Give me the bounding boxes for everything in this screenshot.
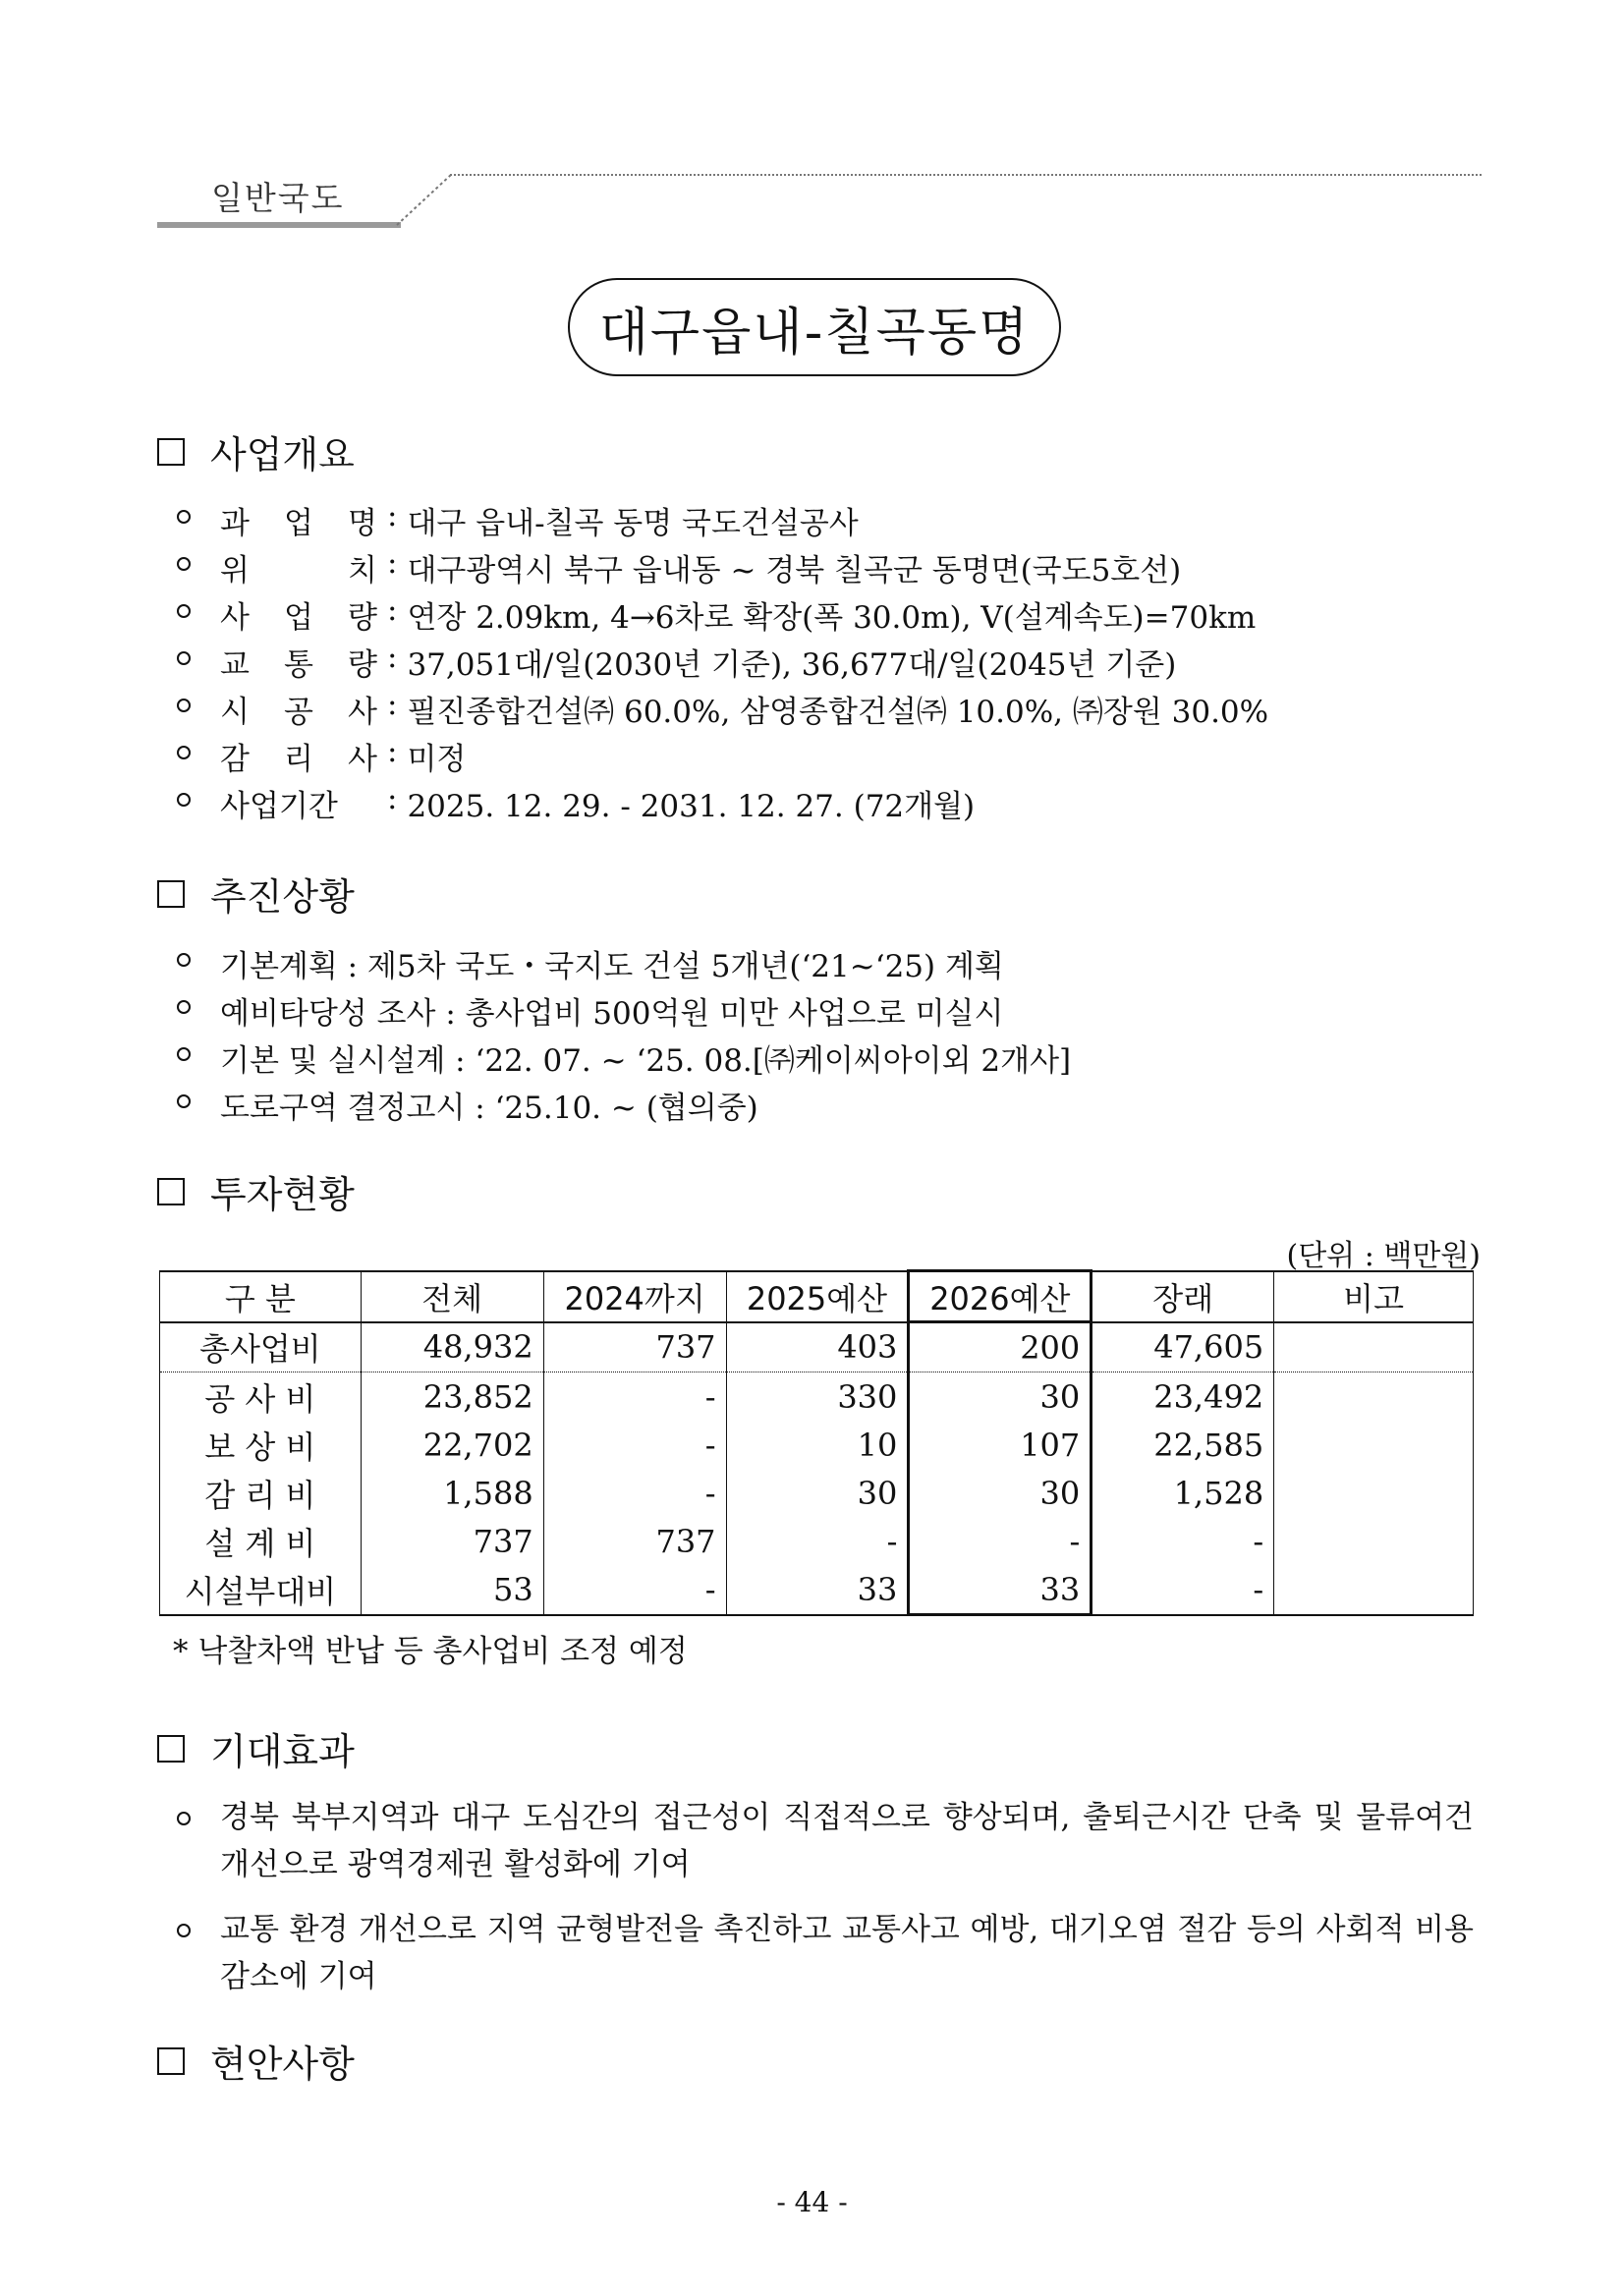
overview-value: 대구 읍내-칠곡 동명 국도건설공사	[407, 506, 859, 541]
overview-value: 연장 2.09km, 4→6차로 확장(폭 30.0m), V(설계속도)=70km	[407, 600, 1257, 636]
progress-item	[177, 941, 1004, 985]
table-cell: 47,605	[1092, 1322, 1274, 1372]
progress-text: 기본계획 : 제5차 국도・국지도 건설 5개년(‘21~‘25) 계획	[220, 949, 1004, 984]
table-cell	[1274, 1322, 1474, 1372]
overview-label: 감 리 사	[220, 742, 377, 777]
column-header: 전체	[361, 1271, 543, 1322]
table-cell: 설 계 비	[160, 1517, 362, 1565]
column-header: 2024까지	[543, 1271, 726, 1322]
checkbox-square-icon	[157, 2047, 185, 2075]
column-header: 구 분	[160, 1271, 362, 1322]
table-cell: 48,932	[361, 1322, 543, 1372]
overview-item: 교 통 량 : 37,051대/일(2030년 기준), 36,677대/일(2045년 기준)	[177, 640, 1176, 684]
table-cell: 30	[909, 1469, 1092, 1517]
table-row	[160, 1517, 1474, 1565]
table-cell: 330	[726, 1372, 909, 1422]
section-heading-progress	[157, 867, 355, 921]
overview-label: 교 통 량	[220, 647, 377, 683]
column-header: 2025예산	[726, 1271, 909, 1322]
table-cell: 30	[909, 1372, 1092, 1422]
investment-table	[159, 1269, 1474, 1616]
table-row	[160, 1421, 1474, 1469]
progress-text: 예비타당성 조사 : 총사업비 500억원 미만 사업으로 미실시	[220, 996, 1004, 1032]
progress-item	[177, 1083, 758, 1127]
table-cell	[1274, 1421, 1474, 1469]
overview-value: 미정	[407, 742, 467, 777]
table-cell: 107	[909, 1421, 1092, 1469]
table-row	[160, 1469, 1474, 1517]
checkbox-square-icon	[157, 1178, 185, 1205]
table-cell: 30	[726, 1469, 909, 1517]
table-cell: -	[909, 1517, 1092, 1565]
table-cell: 10	[726, 1421, 909, 1469]
table-footnote: * 낙찰차액 반납 등 총사업비 조정 예정	[173, 1634, 688, 1669]
section-title: 투자현황	[210, 1173, 355, 1216]
overview-value: 2025. 12. 29. - 2031. 12. 27. (72개월)	[407, 789, 976, 824]
circle-bullet-icon	[177, 953, 191, 967]
overview-item: 시 공 사 : 필진종합건설㈜ 60.0%, 삼영종합건설㈜ 10.0%, ㈜장원 30.0%	[177, 687, 1268, 731]
table-cell: -	[543, 1372, 726, 1422]
checkbox-square-icon	[157, 438, 185, 466]
table-cell: -	[1092, 1565, 1274, 1615]
table-cell: 737	[361, 1517, 543, 1565]
table-cell: 공 사 비	[160, 1372, 362, 1422]
overview-value: 37,051대/일(2030년 기준), 36,677대/일(2045년 기준)	[407, 647, 1177, 683]
table-cell: -	[726, 1517, 909, 1565]
circle-bullet-icon	[177, 746, 191, 759]
circle-bullet-icon	[177, 1000, 191, 1014]
section-title: 사업개요	[210, 433, 355, 476]
table-row	[160, 1565, 1474, 1615]
header-divider-slash	[395, 172, 454, 227]
progress-item	[177, 988, 1003, 1033]
table-cell: 감 리 비	[160, 1469, 362, 1517]
overview-item: 과 업 명 : 대구 읍내-칠곡 동명 국도건설공사	[177, 498, 859, 542]
table-unit-label: (단위 : 백만원)	[1286, 1239, 1481, 1273]
checkbox-square-icon	[157, 1735, 185, 1763]
circle-bullet-icon	[177, 1812, 191, 1825]
table-cell	[1274, 1372, 1474, 1422]
overview-item: 감 리 사 : 미정	[177, 734, 466, 778]
table-cell: -	[543, 1565, 726, 1615]
column-header-highlighted: 2026예산	[909, 1271, 1092, 1322]
overview-label: 시 공 사	[220, 695, 377, 730]
table-cell: 403	[726, 1322, 909, 1372]
overview-label: 위 치	[220, 553, 377, 588]
effects-text: 교통 환경 개선으로 지역 균형발전을 촉진하고 교통사고 예방, 대기오염 절감 등의 사회적 비용 감소에 기여	[220, 1912, 1474, 1994]
circle-bullet-icon	[177, 651, 191, 665]
table-cell: 1,588	[361, 1469, 543, 1517]
section-title: 기대효과	[210, 1730, 355, 1773]
table-cell: 23,492	[1092, 1372, 1274, 1422]
circle-bullet-icon	[177, 604, 191, 618]
table-cell: 737	[543, 1517, 726, 1565]
table-cell: -	[543, 1469, 726, 1517]
circle-bullet-icon	[177, 699, 191, 712]
table-cell: 22,585	[1092, 1421, 1274, 1469]
table-cell: 23,852	[361, 1372, 543, 1422]
circle-bullet-icon	[177, 557, 191, 571]
section-heading-effects	[157, 1721, 355, 1775]
header-dotted-rule	[450, 174, 1482, 176]
column-header: 비고	[1274, 1271, 1474, 1322]
table-cell: 53	[361, 1565, 543, 1615]
table-cell: 1,528	[1092, 1469, 1274, 1517]
section-heading-overview	[157, 424, 355, 478]
overview-value: 대구광역시 북구 읍내동 ~ 경북 칠곡군 동명면(국도5호선)	[407, 553, 1182, 588]
header-underline	[157, 222, 401, 228]
circle-bullet-icon	[177, 1094, 191, 1108]
table-cell: 33	[909, 1565, 1092, 1615]
overview-value: 필진종합건설㈜ 60.0%, 삼영종합건설㈜ 10.0%, ㈜장원 30.0%	[407, 695, 1269, 730]
table-cell: -	[1092, 1517, 1274, 1565]
table-cell: -	[543, 1421, 726, 1469]
progress-text: 도로구역 결정고시 : ‘25.10. ~ (협의중)	[220, 1091, 758, 1126]
effects-item	[177, 1906, 1484, 2000]
table-cell: 총사업비	[160, 1322, 362, 1372]
section-heading-investment	[157, 1164, 355, 1218]
overview-item: 사 업 량 : 연장 2.09km, 4→6차로 확장(폭 30.0m), V(설계속도)=70km	[177, 592, 1256, 637]
circle-bullet-icon	[177, 510, 191, 524]
overview-label: 과 업 명	[220, 506, 377, 541]
section-title: 추진상황	[210, 875, 355, 919]
circle-bullet-icon	[177, 1924, 191, 1937]
page-number: - 44 -	[776, 2186, 848, 2218]
table-cell: 22,702	[361, 1421, 543, 1469]
table-cell: 보 상 비	[160, 1421, 362, 1469]
table-cell: 200	[909, 1322, 1092, 1372]
table-cell: 737	[543, 1322, 726, 1372]
progress-item	[177, 1036, 1071, 1080]
column-header: 장래	[1092, 1271, 1274, 1322]
table-cell: 시설부대비	[160, 1565, 362, 1615]
circle-bullet-icon	[177, 793, 191, 807]
checkbox-square-icon	[157, 880, 185, 908]
progress-text: 기본 및 실시설계 : ‘22. 07. ~ ‘25. 08.[㈜케이씨아이외 2개사]	[220, 1043, 1072, 1079]
overview-label: 사 업 량	[220, 600, 377, 636]
section-heading-issues	[157, 2034, 355, 2088]
effects-text: 경북 북부지역과 대구 도심간의 접근성이 직접적으로 향상되며, 출퇴근시간 단축 및 물류여건 개선으로 광역경제권 활성화에 기여	[220, 1800, 1474, 1882]
table-cell: 33	[726, 1565, 909, 1615]
table-cell	[1274, 1517, 1474, 1565]
table-cell	[1274, 1469, 1474, 1517]
overview-item: 위 치 : 대구광역시 북구 읍내동 ~ 경북 칠곡군 동명면(국도5호선)	[177, 545, 1181, 589]
table-header-row	[160, 1271, 1474, 1322]
overview-label: 사업기간	[220, 789, 338, 824]
overview-item: 사업기간 : 2025. 12. 29. - 2031. 12. 27. (72개월)	[177, 781, 975, 825]
table-row	[160, 1322, 1474, 1372]
page-title: 대구읍내-칠곡동명	[568, 278, 1061, 376]
circle-bullet-icon	[177, 1047, 191, 1061]
table-cell	[1274, 1565, 1474, 1615]
section-title: 현안사항	[210, 2043, 355, 2086]
effects-item	[177, 1794, 1484, 1888]
section-category-label: 일반국도	[211, 179, 345, 217]
table-row	[160, 1372, 1474, 1422]
